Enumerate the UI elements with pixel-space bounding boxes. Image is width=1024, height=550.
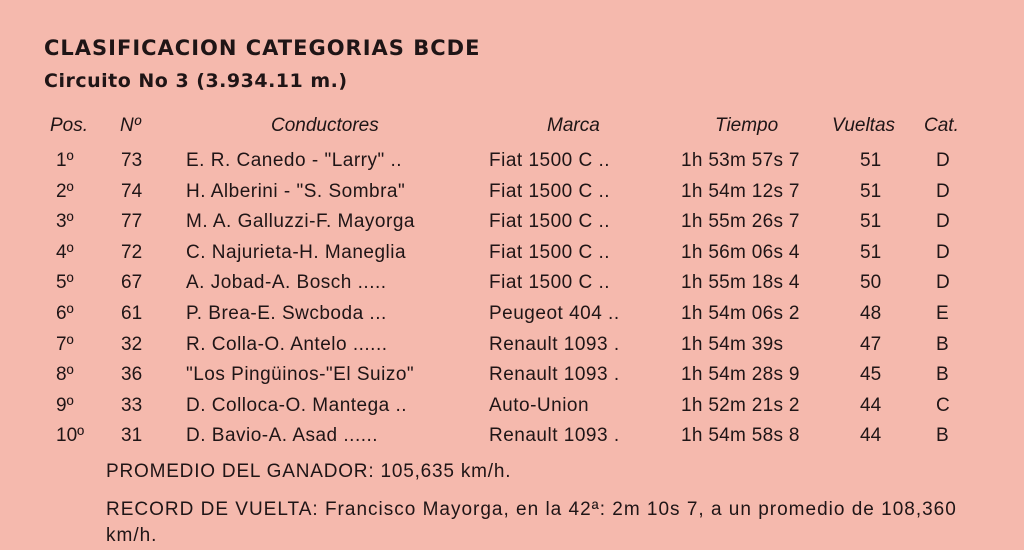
cell-category: E: [936, 303, 949, 324]
cell-laps: 45: [860, 364, 882, 386]
cell-time: 1h 54m 28s 9: [681, 364, 800, 386]
cell-category: B: [936, 425, 949, 447]
table-row: [0, 181, 1024, 211]
table-row: [0, 272, 1024, 302]
cell-drivers: D. Colloca-O. Mantega ..: [186, 394, 408, 416]
cell-category: D: [936, 241, 950, 263]
circuit-subtitle: Circuito No 3 (3.934.11 m.): [44, 70, 348, 92]
cell-car-number: 74: [121, 180, 143, 202]
cell-time: 1h 54m 39s: [681, 333, 784, 355]
cell-drivers: C. Najurieta-H. Maneglia: [186, 241, 407, 263]
cell-car-number: 33: [121, 394, 143, 416]
cell-laps: 47: [860, 333, 882, 355]
cell-time: 1h 55m 18s 4: [681, 272, 800, 294]
cell-time: 1h 54m 58s 8: [681, 425, 800, 447]
cell-laps: 50: [860, 272, 882, 294]
cell-car-number: 61: [121, 303, 143, 324]
cell-make: Fiat 1500 C ..: [489, 272, 611, 294]
cell-make: Fiat 1500 C ..: [489, 150, 611, 171]
cell-car-number: 36: [121, 364, 143, 386]
cell-time: 1h 56m 06s 4: [681, 241, 800, 263]
cell-drivers: H. Alberini - "S. Sombra": [186, 180, 406, 202]
document-title: CLASIFICACION CATEGORIAS BCDE: [44, 36, 481, 60]
cell-drivers: P. Brea-E. Swcboda ...: [186, 303, 387, 324]
table-row: [0, 303, 1024, 333]
cell-make: Renault 1093 .: [489, 333, 620, 355]
cell-drivers: E. R. Canedo - "Larry" ..: [186, 150, 403, 171]
cell-car-number: 73: [121, 150, 143, 171]
cell-drivers: R. Colla-O. Antelo ......: [186, 333, 388, 355]
cell-position: 2º: [56, 180, 74, 202]
cell-laps: 51: [860, 211, 882, 233]
winner-average: PROMEDIO DEL GANADOR: 105,635 km/h.: [106, 461, 512, 482]
header-drivers: Conductores: [271, 115, 379, 136]
cell-category: D: [936, 272, 950, 294]
cell-category: B: [936, 333, 949, 355]
cell-make: Fiat 1500 C ..: [489, 211, 611, 233]
cell-drivers: M. A. Galluzzi-F. Mayorga: [186, 211, 415, 233]
cell-category: C: [936, 394, 950, 416]
cell-make: Fiat 1500 C ..: [489, 180, 611, 202]
table-row: [0, 334, 1024, 364]
header-laps: Vueltas: [832, 115, 896, 136]
cell-make: Fiat 1500 C ..: [489, 241, 611, 263]
table-row: [0, 364, 1024, 394]
cell-laps: 51: [860, 180, 882, 202]
cell-category: B: [936, 364, 949, 386]
table-row: [0, 150, 1024, 180]
cell-position: 7º: [56, 333, 74, 355]
header-time: Tiempo: [715, 115, 779, 136]
cell-car-number: 72: [121, 241, 143, 263]
cell-laps: 44: [860, 394, 882, 416]
cell-car-number: 67: [121, 272, 143, 294]
cell-position: 9º: [56, 394, 74, 416]
table-row: [0, 211, 1024, 241]
cell-category: D: [936, 211, 950, 233]
header-category: Cat.: [924, 115, 959, 136]
cell-drivers: A. Jobad-A. Bosch .....: [186, 272, 387, 294]
cell-car-number: 77: [121, 211, 143, 233]
cell-position: 8º: [56, 364, 74, 386]
header-number: Nº: [120, 115, 141, 136]
cell-category: D: [936, 180, 950, 202]
cell-position: 10º: [56, 425, 85, 447]
cell-make: Peugeot 404 ..: [489, 303, 620, 324]
cell-make: Auto-Union: [489, 394, 590, 416]
cell-laps: 51: [860, 241, 882, 263]
cell-time: 1h 54m 12s 7: [681, 180, 800, 202]
cell-laps: 48: [860, 303, 882, 324]
header-make: Marca: [547, 115, 600, 136]
lap-record: RECORD DE VUELTA: Francisco Mayorga, en la 42ª: 2m 10s 7, a un promedio de 108,360 km/h.: [106, 499, 957, 546]
cell-position: 5º: [56, 272, 74, 294]
table-row: [0, 425, 1024, 455]
cell-car-number: 31: [121, 425, 143, 447]
cell-position: 4º: [56, 241, 74, 263]
cell-time: 1h 54m 06s 2: [681, 303, 800, 324]
cell-laps: 51: [860, 150, 882, 171]
cell-time: 1h 52m 21s 2: [681, 394, 800, 416]
cell-time: 1h 53m 57s 7: [681, 150, 800, 171]
table-row: [0, 395, 1024, 425]
cell-car-number: 32: [121, 333, 143, 355]
cell-laps: 44: [860, 425, 882, 447]
cell-category: D: [936, 150, 950, 171]
cell-position: 6º: [56, 303, 74, 324]
header-pos: Pos.: [50, 115, 89, 136]
cell-position: 3º: [56, 211, 74, 233]
table-row: [0, 242, 1024, 272]
cell-position: 1º: [56, 150, 74, 171]
cell-make: Renault 1093 .: [489, 364, 620, 386]
cell-drivers: D. Bavio-A. Asad ......: [186, 425, 379, 447]
cell-make: Renault 1093 .: [489, 425, 620, 447]
cell-drivers: "Los Pingüinos-"El Suizo": [186, 364, 415, 386]
cell-time: 1h 55m 26s 7: [681, 211, 800, 233]
